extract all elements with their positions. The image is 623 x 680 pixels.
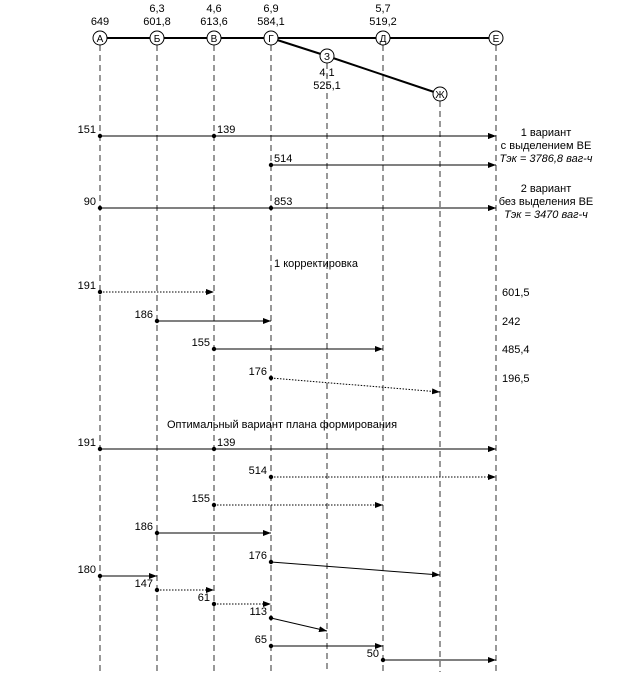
flow-label: 155 [191,493,210,505]
branch-line-z-zh [327,56,440,94]
optimal-title: Оптимальный вариант плана формирования [166,419,398,431]
station-d-letter: Д [379,34,387,45]
station-zh-letter: Ж [435,90,445,101]
flow-6 [135,309,521,328]
flow-label: 155 [191,337,210,349]
station-g-value-2: 584,1 [257,16,285,28]
flow-label: 90 [83,196,96,208]
station-z-value-2: 525,1 [313,80,341,92]
flow-12 [192,493,383,507]
station-d-value-1: 5,7 [375,3,391,15]
flow-14 [249,550,440,575]
flow-right-value: 196,5 [502,373,530,385]
station-g-value-1: 6,9 [263,3,279,15]
station-z-letter: З [323,52,331,63]
station-v-letter: В [210,34,218,45]
flow-arrow-line [271,562,440,575]
flow-label: 139 [217,437,236,449]
flow-label: 191 [77,280,96,292]
flow-label: 61 [197,592,210,604]
flow-17 [198,592,271,606]
station-b-value-1: 6,3 [149,3,165,15]
flow-18 [249,606,327,631]
flow-label: 853 [274,196,293,208]
flow-label: 180 [77,564,96,576]
variant2-line1: 2 вариант [520,183,572,195]
flow-label: 147 [134,578,153,590]
station-a-value: 649 [90,16,110,28]
flow-label: 186 [134,309,153,321]
branch-line-g-z [271,38,327,56]
flow-2 [269,153,496,167]
flow-right-value: 485,4 [502,344,530,356]
flow-4 [269,196,496,210]
flow-label: 514 [274,153,293,165]
flow-7 [192,337,530,356]
station-a-letter: А [96,34,104,45]
flow-15 [78,564,157,578]
station-z [313,49,341,92]
station-b-value-2: 601,8 [143,16,171,28]
flow-arrows [78,124,530,662]
flow-16 [135,578,214,592]
variant1-caption [500,127,593,165]
flow-11 [249,465,496,479]
variant2-line2: без выделения ВЕ [498,196,594,208]
flow-label: 113 [249,606,267,618]
flow-right-value: 601,5 [502,287,530,299]
flow-10 [212,437,496,451]
station-g-letter: Г [268,34,274,45]
flow-arrow-line [271,618,327,631]
station-b-letter: Б [153,34,161,45]
flow-arrow-line [271,378,440,392]
correction-title: 1 корректировка [274,258,358,270]
flow-20 [367,648,496,662]
station-a [91,16,109,45]
flow-19 [255,634,383,648]
variant1-line1: 1 вариант [520,127,572,139]
flow-label: 151 [77,124,96,136]
flow-label: 139 [217,124,236,136]
station-e-letter: Е [492,34,500,45]
flow-5 [78,280,530,299]
station-guides [100,45,496,672]
variant2-caption [499,183,594,221]
station-d-value-2: 519,2 [369,16,397,28]
station-v-value-1: 4,6 [206,3,222,15]
flow-label: 50 [366,648,379,660]
station-e [489,31,503,45]
flow-label: 176 [248,550,267,562]
flow-right-value: 242 [502,316,521,328]
flow-label: 176 [248,366,267,378]
station-z-value-1: 4,1 [319,67,335,79]
station-zh [433,87,447,101]
flow-label: 65 [254,634,267,646]
flow-8 [249,366,530,392]
station-v-value-2: 613,6 [200,16,228,28]
flow-label: 186 [134,521,153,533]
flow-label: 514 [248,465,267,477]
flow-label: 191 [77,437,96,449]
variant1-line2: с выделением ВЕ [500,140,592,152]
variant2-line3: Тэк = 3470 ваг-ч [504,209,588,221]
flow-13 [135,521,271,535]
flow-1 [212,124,496,138]
variant1-line3: Тэк = 3786,8 ваг-ч [499,153,593,165]
